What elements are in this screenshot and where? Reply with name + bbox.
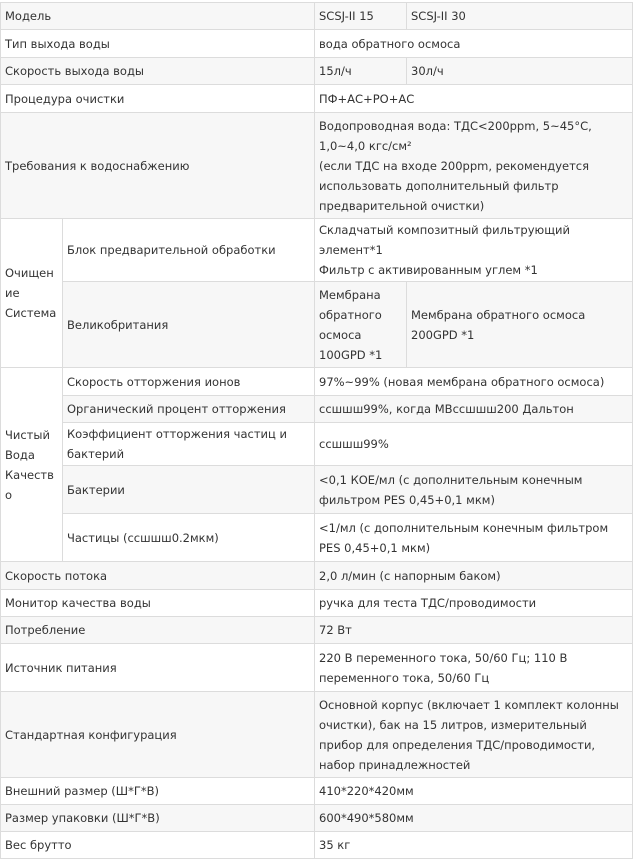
row-label: Частицы (ссшшш0.2мкм) (63, 514, 315, 562)
row-ion-rejection (1, 368, 633, 396)
value-cell: Мембрана обратного осмоса 100GPD *1 (315, 282, 407, 368)
value-cell: <0,1 КОЕ/мл (с дополнительным конечным фильтром PES 0,45+0,1 мкм) (315, 466, 633, 514)
row-config (1, 692, 633, 778)
supply-line: (если ТДС на входе 200ppm, рекомендуется использовать дополнительный фильтр предварительной очистки) (319, 158, 590, 213)
row-label: Источник питания (1, 644, 315, 692)
value-cell: 72 Вт (315, 617, 633, 644)
value-cell: ПФ+АС+РО+АС (315, 85, 633, 113)
spec-table (0, 2, 633, 859)
value-cell: ручка для теста ТДС/проводимости (315, 590, 633, 617)
value-cell: 2,0 л/мин (с напорным баком) (315, 562, 633, 590)
value-cell: 30л/ч (407, 58, 633, 85)
value-cell: Мембрана обратного осмоса 200GPD *1 (407, 282, 633, 368)
row-label: Внешний размер (Ш*Г*В) (1, 778, 315, 805)
row-label: Бактерии (63, 466, 315, 514)
value-cell (315, 113, 633, 219)
row-flow (1, 562, 633, 590)
row-label: Великобритания (63, 282, 315, 368)
row-label: Скорость выхода воды (1, 58, 315, 85)
row-particles (1, 514, 633, 562)
group-label-pure-water: Чистый Вода Качество (1, 368, 63, 562)
value-cell: SCSJ-II 30 (407, 3, 633, 30)
row-label: Монитор качества воды (1, 590, 315, 617)
row-pack-size (1, 805, 633, 832)
pretreatment-line: Фильтр с активированным углем *1 (319, 263, 538, 277)
group-label-cleaning: Очищение Система (1, 219, 63, 368)
row-label: Потребление (1, 617, 315, 644)
value-cell: 220 В переменного тока, 50/60 Гц; 110 В переменного тока, 50/60 Гц (315, 644, 633, 692)
row-monitor (1, 590, 633, 617)
row-label: Требования к водоснабжению (1, 113, 315, 219)
row-label: Скорость потока (1, 562, 315, 590)
value-cell: ссшшш99%, когда MBссшшш200 Дальтон (315, 396, 633, 423)
row-label: Тип выхода воды (1, 30, 315, 58)
row-pretreatment (1, 219, 633, 282)
row-label: Процедура очистки (1, 85, 315, 113)
value-cell: 15л/ч (315, 58, 407, 85)
value-cell (315, 219, 633, 282)
row-label: Коэффициент отторжения частиц и бактерий (63, 423, 315, 466)
row-label: Блок предварительной обработки (63, 219, 315, 282)
row-label: Вес брутто (1, 832, 315, 859)
value-cell: <1/мл (с дополнительным конечным фильтром PES 0,45+0,1 мкм) (315, 514, 633, 562)
row-water-speed (1, 58, 633, 85)
supply-line: Водопроводная вода: ТДС<200ppm, 5~45°C, 1,0~4,0 кгс/см² (319, 118, 592, 153)
row-bacteria (1, 466, 633, 514)
row-particle-coefficient (1, 423, 633, 466)
value-cell: 600*490*580мм (315, 805, 633, 832)
row-model (1, 3, 633, 30)
row-water-type (1, 30, 633, 58)
row-membrane (1, 282, 633, 368)
value-cell: SCSJ-II 15 (315, 3, 407, 30)
row-label: Скорость отторжения ионов (63, 368, 315, 396)
row-consumption (1, 617, 633, 644)
value-cell: 97%~99% (новая мембрана обратного осмоса) (315, 368, 633, 396)
row-supply (1, 113, 633, 219)
row-label: Модель (1, 3, 315, 30)
value-cell: вода обратного осмоса (315, 30, 633, 58)
row-gross-weight (1, 832, 633, 859)
row-power (1, 644, 633, 692)
row-organic-rejection (1, 396, 633, 423)
pretreatment-line: Складчатый композитный фильтрующий элемент*1 (319, 223, 571, 257)
row-procedure (1, 85, 633, 113)
value-cell: Основной корпус (включает 1 комплект колонны очистки), бак на 15 литров, измерительный прибор для определения ТДС/проводимости, набор принадлежностей (315, 692, 633, 778)
row-label: Стандартная конфигурация (1, 692, 315, 778)
value-cell: 410*220*420мм (315, 778, 633, 805)
row-label: Органический процент отторжения (63, 396, 315, 423)
value-cell: 35 кг (315, 832, 633, 859)
row-label: Размер упаковки (Ш*Г*В) (1, 805, 315, 832)
row-outer-size (1, 778, 633, 805)
value-cell: ссшшш99% (315, 423, 633, 466)
